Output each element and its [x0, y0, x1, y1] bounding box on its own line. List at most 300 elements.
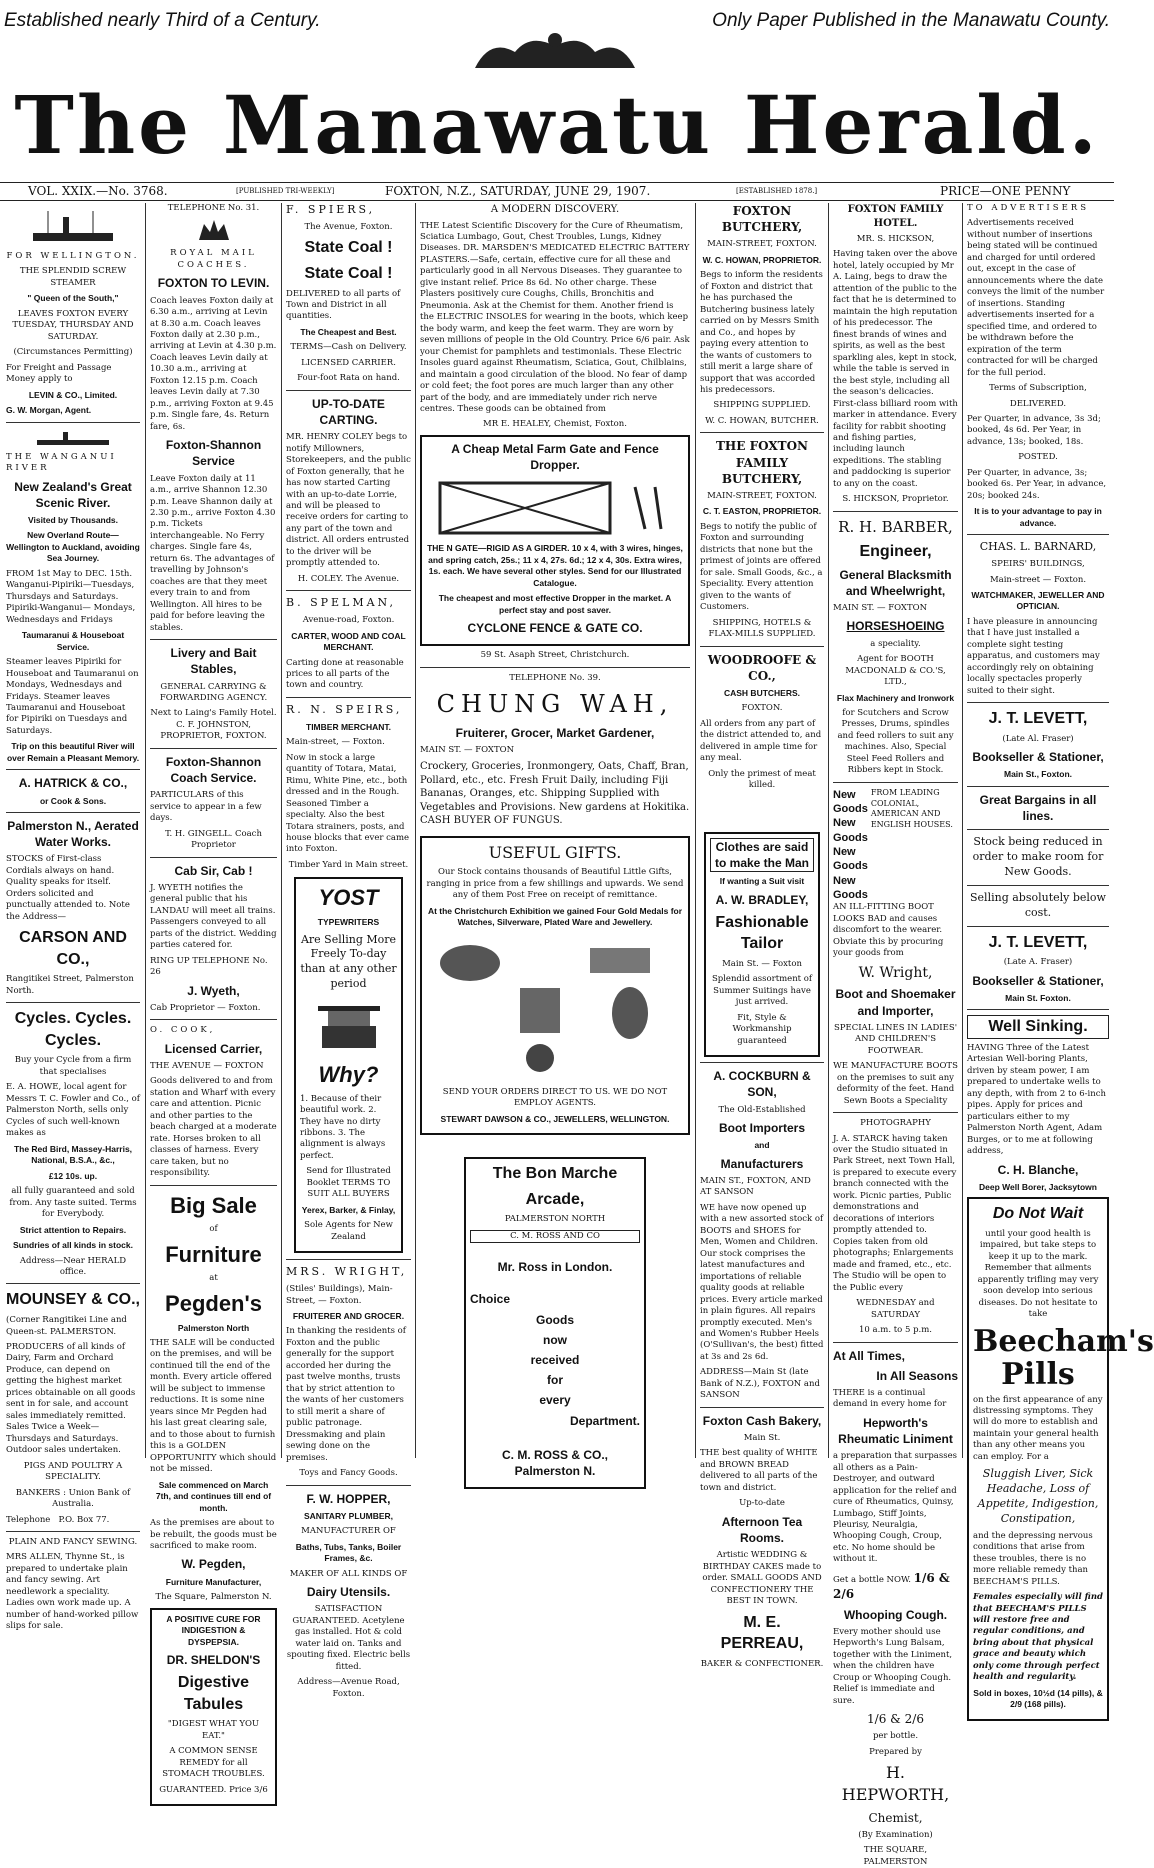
palmerston-north: Palmerston North [177, 1322, 250, 1333]
woodroofe: WOODROOFE & CO., [707, 652, 817, 683]
received: received [530, 1353, 580, 1368]
furniture-heading: Furniture [165, 1241, 262, 1267]
hepworth-text: a preparation that surpasses all others as a Pain-Destroyer, and outward application for the relief and cure of Rheumatics, Quinsy, Lumbago, Stiff Joints, Pleurisy, Neuralgia, Whooping Cough, Croup, etc. No home should be without it. [833, 1451, 957, 1565]
pigs-poultry: PIGS AND POULTRY A SPECIALITY. [23, 1460, 123, 1483]
blanche: C. H. Blanche, [997, 1162, 1079, 1177]
howan-butcher: W. C. HOWAN, BUTCHER. [705, 415, 819, 426]
cycle-price: £12 10s. up. [48, 1170, 98, 1181]
levett-2: J. T. LEVETT, [988, 933, 1088, 951]
typewriter-illustration [314, 996, 384, 1056]
rebuilt-text: As the premises are about to be rebuilt, the goods must be sacrificed to make room. [150, 1518, 277, 1551]
beecham-price: Sold in boxes, 10½d (14 pills), & 2/9 (168 pills). [973, 1687, 1103, 1710]
royal-mail: ROYAL MAIL COACHES. [170, 248, 257, 270]
at-all-times: At All Times, [833, 1348, 906, 1363]
column-3 [286, 203, 411, 1699]
chemist: Chemist, [868, 1810, 923, 1825]
primest-meat: Only the primest of meat killed. [708, 768, 816, 791]
horseshoeing: HORSESHOEING [846, 619, 945, 634]
baths: Baths, Tubs, Tanks, Boiler Frames, &c. [295, 1541, 402, 1564]
starck-text: J. A. STARCK having taken over the Studio situated in Park Street, next Town Hall, is prepared to execute every branch connected with the work. Picnic parties, Public demonstrations and decorations of interiors promptly attended to. Copies taken from old photographs; Enlargements made and framed, etc., etc. The Studio will be open to the Public every [833, 1133, 957, 1293]
column-1 [6, 203, 140, 1632]
wait-text: until your good health is impaired, but take steps to keep it up to the mark. Remember that ailments apparently trifling may very soon develop into serious diseases. Do not hesitate to take [977, 1228, 1099, 1320]
woodroofe-orders: All orders from any part of the district attended to, and delivered in ample time for any meal. [700, 718, 822, 764]
chung-text: Crockery, Groceries, Ironmongery, Oats, Chaff, Bran, Pollard, etc., etc. Fresh Fruit Daily, including Fiji Bananas, Oranges, etc. Shipping Supplied with Vegetables and Provisions. New gardens at Hokitika. CASH BUYER OF FUNGUS. [420, 761, 690, 827]
coley: H. COLEY. The Avenue. [297, 573, 400, 584]
aerated-works-text: STOCKS of First-class Cordials always on hand. Quality speaks for itself. Orders solicited and punctually attended to. Note the Address— [6, 854, 130, 922]
licensed-carrier: Licensed Carrier, [164, 1041, 263, 1056]
yost-agents: Sole Agents for New Zealand [304, 1220, 393, 1242]
useful-gifts: USEFUL GIFTS. [488, 842, 622, 862]
steamer-text: LEAVES FOXTON EVERY TUESDAY, THURSDAY AND SATURDAY. [12, 308, 134, 342]
easton: C. T. EASTON, PROPRIETOR. [702, 506, 822, 517]
studio-hours: 10 a.m. to 5 p.m. [858, 1325, 932, 1336]
mounsey-text: PRODUCERS of all kinds of Dairy, Farm and Orchard Produce, can depend on getting the highest market prices obtainable on all goods sent in for sale, and account sales immediately remitted. Sales Twice a Week—Thursdays and Saturdays. Outdoor sales undertaken. [6, 1341, 136, 1456]
livery-stables: Livery and Bait Stables, [170, 646, 257, 677]
sale-of: of [209, 1224, 218, 1235]
delivered: DELIVERED. [1009, 398, 1067, 409]
tabules-price: Price 3/6 [229, 1784, 268, 1795]
levett-address-2: Main St. Foxton. [1005, 992, 1071, 1003]
family-hotel: FOXTON FAMILY HOTEL. [847, 204, 944, 229]
cyclone-co: CYCLONE FENCE & GATE CO. [467, 621, 643, 636]
well-sinking: Well Sinking. [967, 1015, 1109, 1039]
sanitary-plumber: SANITARY PLUMBER, [303, 1510, 394, 1521]
h-hepworth: H. HEPWORTH, [841, 1763, 950, 1805]
arcade: Arcade, [525, 1190, 585, 1208]
females-text: Females especially will find that BEECHAM'S PILLS will restore free and regular conditions, and bring about that physical grace and beauty which only come through perfect health and regularity. [973, 1592, 1103, 1683]
cycles-heading: Cycles. Cycles. Cycles. [14, 1010, 132, 1049]
state-coal-2: State Coal ! [304, 264, 393, 282]
speciality: a speciality. [870, 638, 921, 649]
bakery-text: THE best quality of WHITE and BROWN BREAD delivered to all parts of the town and district. [700, 1448, 818, 1493]
manufacture-boots: WE MANUFACTURE BOOTS on the premises to suit any deformity of the feet. Hand Sewn Boots a Speciality [833, 1061, 958, 1106]
photography: PHOTOGRAPHY [860, 1118, 931, 1129]
visit-text: If wanting a Suit visit [719, 876, 805, 887]
typewriters: TYPEWRITERS [317, 917, 380, 928]
liniment-price: 1/6 & 2/6 [833, 1570, 950, 1602]
carson-address: Rangitikei Street, Palmerston North. [6, 974, 134, 996]
fit-style: Fit, Style & Workmanship guaranteed [732, 1012, 792, 1046]
telephone-31: TELEPHONE No. 31. [167, 203, 260, 213]
column-rule [281, 203, 282, 1458]
per-bottle: per bottle. [872, 1731, 919, 1742]
hopper-address: Address—Avenue Road, Foxton. [297, 1677, 400, 1699]
prepared-by: Prepared by [869, 1746, 922, 1757]
steamer-name: " Queen of the South," [27, 293, 119, 304]
river-steamer-illustration [33, 428, 113, 448]
toys: Toys and Fancy Goods. [299, 1468, 398, 1479]
manufacturers: Manufacturers [720, 1156, 804, 1171]
sale-at: at [209, 1273, 218, 1284]
shipping-supplied: SHIPPING SUPPLIED. [713, 400, 811, 411]
hatrick-sub: or Cook & Sons. [39, 795, 107, 806]
why-heading: Why? [318, 1061, 379, 1087]
wright-fruiterer: FRUITERER AND GROCER. [292, 1311, 405, 1321]
posted: POSTED. [1018, 452, 1058, 463]
sale-commenced: Sale commenced on March 7th, and continues till end of month. [155, 1479, 272, 1513]
bradley-name: A. W. BRADLEY, [715, 892, 809, 907]
column-2 [150, 203, 277, 1795]
yost-selling: Are Selling More Freely To-day than at any other period [300, 932, 397, 991]
butchery-sub: MAIN-STREET, FOXTON. [707, 239, 817, 250]
cycle-terms: all fully guaranteed and sold from. Any taste suited. Terms for Everybody. [9, 1186, 137, 1220]
new-goods-block [833, 788, 958, 902]
stock-reduced: Stock being reduced in order to make room for New Goods. [972, 835, 1104, 878]
licensed-carrier-3: LICENSED CARRIER. [301, 357, 396, 368]
discovery-text: THE Latest Scientific Discovery for the Cure of Rheumatism, Sciatica Lumbago, Gout, Chest Troubles, Lungs, Kidney Diseases. DR. MARSDEN'S MEDICATED ELECTRIC BATTERY PLASTERS.—Safe, certain, effective cure for all these and particularly good in all Nervous Diseases. They guarantee to give instant relief. Price 8s 6d. No other charge. These Plasters positively cure Coughs, Chills, Bronchitis and Pneumonia. Ask at the Chemist for them. Another friend is the ELECTRIC INSOLES for wearing in the boots, which keep the body warm, and keep the feet warm. They are worn by seven millions of people in the Old Country. Price 6/6 pair. Ask your Chemist for pamphlets and testimonials. These Electric Insoles guard against Rheumatism, Sciatica, Gout, Chilblains, and maintain a good circulation of the blood. No fear of damp or cold feet; the foot pores are much larger than any other part of the body, and are immediately under rich nerve centres. These goods can be obtained from [420, 220, 690, 414]
barnard-name: CHAS. L. BARNARD, [979, 540, 1097, 554]
spelman-line: CARTER, WOOD AND COAL MERCHANT. [291, 630, 406, 653]
posted-rates: Per Quarter, in advance, 3s; booked 6s. Per Year, in advance, 20s; booked 24s. [967, 467, 1107, 501]
taumaranui-text: Steamer leaves Pipiriki for Houseboat and Taumaranui on Mondays, Wednesdays and Fridays. Steamer leaves Taumaranui and Houseboat for Pipiriki on Tuesdays and Saturdays. [6, 657, 139, 736]
timber-yard: Timber Yard in Main street. [288, 859, 409, 870]
barber-address: MAIN ST. — FOXTON [833, 603, 928, 613]
to-advertisers: TO ADVERTISERS [967, 203, 1090, 213]
masthead-title: The Manawatu Herald. [14, 78, 1100, 172]
beecham-ad [967, 1197, 1154, 1721]
hotel-text: Having taken over the above hotel, lately occupied by Mr A. Laing, begs to draw the attention of the public to the fact that he is determined to maintain the high reputation of his predecessor. The finest brands of wines and spirits, as well as the best sparkling ales, kept in stock, while the table is served in the best style, including all the season's delicacies. First-class billiard room with marker in attendance. Every facility for rabbit shooting and fishing parties, including launch expeditions. The stabling and paddocking is superior to any on the coast. [833, 249, 958, 489]
now: now [543, 1332, 567, 1347]
new-goods-3: New Goods [833, 846, 868, 873]
cyclone-address: 59 St. Asaph Street, Christchurch. [480, 650, 630, 661]
repairs: Strict attention to Repairs. [19, 1224, 127, 1235]
sheldon-ad [150, 1608, 277, 1807]
pay-in-advance: It is to your advantage to pay in advance. [974, 506, 1102, 528]
tea-rooms: Afternoon Tea Rooms. [721, 1514, 803, 1545]
positive-cure: A POSITIVE CURE FOR INDIGESTION & DYSPEPSIA. [166, 1613, 261, 1647]
leading-houses: FROM LEADING COLONIAL, AMERICAN AND ENGLISH HOUSES. [870, 787, 953, 830]
digest-slogan: "DIGEST WHAT YOU EAT." [167, 1719, 260, 1741]
hopper-text: SATISFACTION GUARANTEED. Acetylene gas installed. Hot & cold water laid on. Tanks and spouting fixed. Electric bells fitted. [286, 1604, 411, 1672]
for-word: for [547, 1373, 563, 1388]
volume-number: VOL. XXIX.—No. 3768. [28, 184, 168, 198]
price: PRICE—ONE PENNY [940, 184, 1071, 198]
stewart-dawson: STEWART DAWSON & CO., [440, 1113, 552, 1124]
below-cost: Selling absolutely below cost. [970, 890, 1106, 919]
bootmaker: Boot and Shoemaker and Importer, [835, 987, 956, 1018]
gingell: T. H. GINGELL. Coach Proprietor [165, 828, 262, 851]
mounsey-name: MOUNSEY & CO., [6, 1291, 140, 1309]
healey: MR E. HEALEY, Chemist, Foxton. [483, 419, 627, 430]
howan-proprietor: W. C. HOWAN, PROPRIETOR. [702, 254, 822, 265]
rule-top [0, 182, 1114, 183]
ring-up: RING UP TELEPHONE No. 26 [150, 955, 268, 978]
column-rule [695, 203, 696, 1458]
advertisers-text: Advertisements received without number of insertions being stated will be continued and charged for until ordered out, except in the case of announcements where the date conveys the limit of the number of insertions. Standing advertisements inserted for a specified time, and ordered to be withdrawn before the expiration of the term contracted for will be charged for the full period. [967, 218, 1105, 378]
wyeth-sub: Cab Proprietor — Foxton. [150, 1002, 261, 1013]
coach-particulars: PARTICULARS of this service to appear in a few days. [150, 790, 262, 824]
cycle-makes: The Red Bird, Massey-Harris, National, B.S.A., &c., [13, 1143, 133, 1166]
cockburn-address: MAIN ST., FOXTON, AND AT SANSON [700, 1175, 811, 1198]
by-examination: (By Examination) [858, 1829, 933, 1840]
trip-memory: Trip on this beautiful River will over Remain a Pleasant Memory. [6, 741, 140, 763]
spelman-text: Carting done at reasonable prices to all parts of the town and country. [286, 657, 404, 691]
sewing-heading: PLAIN AND FANCY SEWING. [8, 1537, 138, 1547]
hatrick-name: A. HATRICK & CO., [18, 776, 128, 791]
timber-sub: Main-street, — Foxton. [286, 737, 385, 748]
foxton-shannon-service: Foxton-Shannon Service [165, 438, 262, 469]
remedy-text: A COMMON SENSE REMEDY for all STOMACH TROUBLES. [162, 1746, 265, 1780]
crest-ornament [470, 28, 640, 72]
new-goods-2: New Goods [833, 817, 868, 844]
all-seasons: In All Seasons [876, 1368, 958, 1383]
and-word: and [754, 1140, 770, 1151]
tagline-left: Established nearly Third of a Century. [4, 10, 321, 31]
shannon-text: Leave Foxton daily at 11 a.m., arrive Shannon 12.30 p.m. Leave Shannon daily at 2.30 p.m., arrive Foxton 4.30 p.m. Tickets interchangeable. No Ferry charges. Single fare 4s, return 6s. The advantages of travelling by Johnson's coaches are that they meet every train to and from Wellington. All hires to be paid for before leaving the stables. [150, 473, 276, 633]
balsam-price: 1/6 & 2/6 [867, 1712, 924, 1727]
useful-text: Our Stock contains thousands of Beautiful Little Gifts, ranging in price from a few shillings and upwards. We send any of them Post Free on receipt of remittance. [426, 867, 684, 901]
state-coal-1: State Coal ! [304, 239, 393, 257]
booth-agent: Agent for BOOTH MACDONALD & CO.'S, LTD., [845, 654, 946, 688]
bankers: BANKERS : Union Bank of Australia. [15, 1487, 131, 1510]
butchery-text: Begs to inform the residents of Foxton and district that he has purchased the Butchering business lately carried on by Messrs Smith and Co., and hopes by paying every attention to the wants of customers to still merit a large share of support that was accorded his predecessors. [700, 270, 823, 395]
bookseller-1: Bookseller & Stationer, [972, 750, 1104, 765]
woodroofe-foxton: FOXTON. [741, 703, 783, 714]
chung-wah: CHUNG WAH, [436, 690, 674, 719]
speirs-name: R. N. SPEIRS, [286, 702, 403, 716]
steamer-heading: FOR WELLINGTON. [6, 251, 140, 261]
cockburn-text: WE have now opened up with a new assorted stock of BOOTS and SHOES for Men, Women and Children. Our stock comprises the latest manufactures and importations of reliable quality goods at reliable prices. Every article marked in plain figures. All repairs promptly executed. Men's and Women's Rubber Heels (O'Sullivan's, the best) fitted at 3s and 2s 6d. [700, 1202, 824, 1362]
hotels-supplied: SHIPPING, HOTELS & FLAX-MILLS SUPPLIED. [708, 617, 816, 640]
aerated-works-title: Palmerston N., Aerated Water Works. [7, 818, 139, 850]
terms-subscription: Terms of Subscription, [989, 383, 1087, 394]
royal-crest-icon [196, 218, 232, 244]
furniture-manufacturer: Furniture Manufacturer, [165, 1576, 262, 1587]
carting-text: MR. HENRY COLEY begs to notify Millowners, Storekeepers, and the public of Foxton generally, that he has now started Carting with an up-to-date Lorrie, and will be pleased to receive orders for carting to any part of the town and district. All orders entrusted to the driver will be promptly attended to. [286, 432, 411, 569]
ross-london: Mr. Ross in London. [497, 1260, 613, 1275]
foxton-levin: FOXTON TO LEVIN. [157, 276, 270, 291]
freight-text: For Freight and Passage Money apply to [6, 362, 112, 385]
bon-marche-ad [464, 1157, 646, 1489]
levett-1: J. T. LEVETT, [988, 710, 1088, 728]
hepworth-liniment: Hepworth's Rheumatic Liniment [838, 1415, 953, 1447]
ailment-list: Sluggish Liver, Sick Headache, Loss of Appetite, Indigestion, Constipation, [977, 1467, 1099, 1525]
mounsey-address: (Corner Rangitikei Line and Queen-st. PALMERSTON. [6, 1315, 127, 1337]
watchmaker: WATCHMAKER, JEWELLER AND OPTICIAN. [971, 589, 1105, 612]
gate-illustration [435, 477, 675, 539]
boot-importers: Boot Importers [718, 1121, 805, 1136]
coal-terms: TERMS—Cash on Delivery. [290, 342, 407, 353]
engineer: Engineer, [859, 543, 932, 561]
fashionable-tailor: Fashionable Tailor [715, 913, 809, 953]
carrier-sub: THE AVENUE — FOXTON [150, 1060, 264, 1071]
new-goods-4: New Goods [833, 874, 868, 901]
big-sale: Big Sale [170, 1192, 257, 1218]
hickson: MR. S. HICKSON, [856, 234, 935, 244]
studio-days: WEDNESDAY and SATURDAY [856, 1298, 935, 1320]
column-5 [700, 203, 824, 1669]
delivered-rates: Per Quarter, in advance, 3s 3d; booked, 4s 6d. Per Year, in advance, 13s; booked, 18s. [967, 413, 1101, 447]
spelman-name: B. SPELMAN, [286, 596, 396, 610]
sundries: Sundries of all kinds in stock. [13, 1240, 133, 1251]
w-wright: W. Wright, [858, 964, 933, 981]
chung-main-st: MAIN ST. — FOXTON [420, 744, 515, 755]
digestive-tabules: Digestive Tabules [177, 1674, 250, 1713]
choice: Choice [470, 1292, 511, 1307]
family-butchery: THE FOXTON FAMILY BUTCHERY, [715, 439, 808, 486]
overland-route: New Overland Route—Wellington to Auckland, avoiding Sea Journey. [6, 530, 140, 564]
flax-machinery: Flax Machinery and Ironwork [836, 692, 955, 703]
department: Department. [569, 1413, 640, 1428]
established-note: [ESTABLISHED 1878.] [736, 187, 818, 195]
stewart-jewellers: JEWELLERS, WELLINGTON. [553, 1113, 670, 1124]
column-rule [145, 203, 146, 1458]
gate-text: THE N GATE—RIGID AS A GIRDER. 10 x 4, with 3 wires, hinges, and spring catch, 25s.; 11 x 4, 27s. 6d.; 12 x 4, 30s. Extra wires, 1s. each. We have several other styles. Send for our Illustrated Catalogue. [427, 543, 683, 588]
w-pegden: W. Pegden, [181, 1557, 246, 1572]
jewellery-illustration [430, 933, 680, 1083]
sewing-text: MRS ALLEN, Thynne St., is prepared to undertake plain and fancy sewing. Art needlework a speciality. Ladies own work made up. A number of hand-worked pillow slips for sale. [6, 1552, 139, 1632]
river-heading: THE WANGANUI RIVER [6, 451, 117, 474]
steamer-sub: THE SPLENDID SCREW STEAMER [19, 266, 127, 288]
dairy-utensils: Dairy Utensils. [306, 1585, 391, 1600]
bon-marche: The Bon Marche [492, 1165, 618, 1183]
booklet-text: Send for Illustrated Booklet TERMS TO SUIT ALL BUYERS [306, 1166, 391, 1200]
tagline-right: Only Paper Published in the Manawatu County. [712, 10, 1110, 31]
cm-ross: C. M. ROSS AND CO [470, 1230, 640, 1243]
rata: Four-foot Rata on hand. [297, 373, 400, 384]
dropper-text: The cheapest and most effective Dropper in the market. A perfect stay and post saver. [438, 593, 672, 615]
morgan-agent: G. W. Morgan, Agent. [6, 405, 92, 416]
published-note: [PUBLISHED TRI-WEEKLY] [236, 187, 335, 195]
spiers-sub: The Avenue, Foxton. [304, 221, 393, 232]
carrier-text: Goods delivered to and from station and Wharf with every care and attention. Picnic and other parties to the beach charged at a moderate rate. Horses broken to all classes of harness. Every care taken, but no responsibility. [150, 1076, 277, 1179]
taumaranui-heading: Taumaranui & Houseboat Service. [21, 630, 125, 652]
dr-sheldons: DR. SHELDON'S [166, 1652, 261, 1667]
steamer-illustration [28, 207, 118, 247]
coal-delivery: DELIVERED to all parts of Town and District in all quantities. [286, 288, 401, 322]
timber-merchant: TIMBER MERCHANT. [306, 721, 391, 732]
bradley-address: Main St. — Foxton [722, 958, 802, 969]
discovery-heading: A MODERN DISCOVERY. [490, 204, 620, 215]
goods: Goods [536, 1312, 574, 1327]
yost-ad [294, 877, 403, 1253]
blacksmith: General Blacksmith and Wheelwright, [839, 567, 952, 598]
column-rule [962, 203, 963, 1458]
every: every [539, 1393, 571, 1408]
whooping-text: Every mother should use Hepworth's Lung Balsam, together with the Liniment, when the children have Croup or Whooping Cough. Relief is immediate and sure. [833, 1627, 953, 1706]
mrs-wright: MRS. WRIGHT, [286, 1265, 408, 1279]
spelman-sub: Avenue-road, Foxton. [302, 615, 395, 626]
timber-text: Now in stock a large quantity of Totara, Matai, Rimu, White Pine, etc., both dressed and in the Rough. Seasoned Timber a specialty. Also the best Totara strainers, posts, and house blocks that ever came into Foxton. [286, 752, 410, 855]
special-lines: SPECIAL LINES IN LADIES' AND CHILDREN'S FOOTWEAR. [833, 1022, 958, 1056]
column-6 [833, 203, 958, 1867]
sale-text: THE SALE will be conducted on the premises, and will be continued till the end of the month. Every article offered will be subject to immense reductions. It is some nine years since Mr Pegden had his last great clearing sale, and to those about to furnish this is a GOLDEN OPPORTUNITY which should not be missed. [150, 1338, 277, 1475]
manufacturer-of: MANUFACTURER OF [301, 1526, 396, 1537]
cab-heading: Cab Sir, Cab ! [174, 863, 253, 878]
beechams-pills: Beecham's Pills [973, 1323, 1154, 1392]
visited: Visited by Thousands. [27, 514, 119, 525]
ill-fitting: AN ILL-FITTING BOOT LOOKS BAD and causes discomfort to the wearer. Obviate this by procuring your goods from [833, 902, 944, 959]
wyeth-name: J. Wyeth, [187, 983, 240, 998]
bakery-sub: Main St. [743, 1433, 781, 1443]
livery-sub: GENERAL CARRYING & FORWARDING AGENCY. [159, 681, 268, 703]
whooping-cough: Whooping Cough. [843, 1607, 948, 1622]
levett-address-1: Main St., Foxton. [1004, 769, 1072, 780]
bookseller-2: Bookseller & Stationer, [972, 973, 1104, 988]
well-borer: Deep Well Borer, Jacksytown [979, 1181, 1097, 1192]
up-to-date: Up-to-date [739, 1498, 785, 1509]
stewart-orders: SEND YOUR ORDERS DIRECT TO US. WE DO NOT EMPLOY AGENTS. [442, 1086, 668, 1109]
clothes-make-man: Clothes are said to make the Man [710, 838, 814, 872]
cash-bakery: Foxton Cash Bakery, [702, 1413, 822, 1428]
gate-ad [420, 435, 690, 646]
exhibition-text: At the Christchurch Exhibition we gained Four Gold Medals for Watches, Silverware, Plated Ware and Jewellery. [427, 905, 683, 928]
old-established: The Old-Established [718, 1104, 806, 1115]
cockburn-name: A. COCKBURN & SON, [713, 1069, 811, 1100]
late-fraser-1: (Late Al. Fraser) [1002, 733, 1074, 744]
route-text: FROM 1st May to DEC. 15th. Wanganui-Pipiriki—Tuesdays, Thursdays and Saturdays. Pipiriki-Wanganui— Mondays, Wednesdays and Fridays [6, 568, 136, 625]
why-text: 1. Because of their beautiful work. 2. They have no dirty ribbons. 3. The alignment is always perfect. [300, 1093, 386, 1161]
column-4 [420, 203, 690, 1478]
family-sub: MAIN-STREET, FOXTON. [707, 490, 817, 501]
carson-name: CARSON AND CO., [19, 929, 127, 968]
gate-heading: A Cheap Metal Farm Gate and Fence Dropper. [451, 441, 659, 473]
pegden-address: The Square, Palmerston N. [155, 1592, 272, 1603]
yost-title: YOST [318, 885, 379, 911]
get-bottle: Get a bottle NOW. [833, 1574, 911, 1585]
column-7 [967, 203, 1154, 1710]
river-title: New Zealand's Great Scenic River. [14, 479, 132, 510]
levin-co: LEVIN & CO., Limited. [28, 389, 118, 400]
pegdens: Pegden's [165, 1290, 262, 1316]
cycle-address: Address—Near HERALD office. [19, 1255, 127, 1277]
shannon-coach-service: Foxton-Shannon Coach Service. [165, 754, 262, 786]
howe-text: E. A. HOWE, local agent for Messrs T. C. Fowler and Co., of Palmerston North, sells only Cycles of such well-known makes as [6, 1082, 140, 1139]
livery-text: Next to Laing's Family Hotel. C. F. JOHNSTON, PROPRIETOR, FOXTON. [150, 708, 277, 742]
carting-heading: UP-TO-DATE CARTING. [312, 396, 385, 427]
cm-ross-palmerston: C. M. ROSS & CO., Palmerston N. [501, 1447, 608, 1478]
perreau: M. E. PERREAU, [720, 1613, 804, 1653]
cab-text: J. WYETH notifies the general public that his LANDAU will meet all trains. Passengers conveyed to all parts of the district. Wedding parties catered for. [150, 882, 277, 951]
cook-name: O. COOK, [150, 1025, 216, 1036]
flax-text: for Scutchers and Scrow Presses, Drums, spindles and feed rollers to suit any machines. Also, Special Steel Feed Rollers and Ribbers kept in Stock. [837, 708, 954, 776]
yerex: Yerex, Barker, & Finlay, [301, 1204, 396, 1215]
cockburn-address-2: ADDRESS—Main St (late Bank of N.Z.), FOXTON and SANSON [700, 1367, 820, 1401]
maker-of: MAKER OF ALL KINDS OF [289, 1568, 408, 1579]
cakes-text: Artistic WEDDING & BIRTHDAY CAKES made to order. SMALL GOODS AND CONFECTIONERY THE BEST IN TOWN. [702, 1550, 822, 1607]
do-not-wait: Do Not Wait [992, 1205, 1084, 1223]
cycles-text: Buy your Cycle from a firm that specialises [14, 1055, 132, 1077]
late-fraser-2: (Late A. Fraser) [1003, 957, 1073, 968]
stewart-dawson-ad [420, 836, 690, 1135]
new-goods-1: New Goods [833, 788, 868, 816]
summer-suitings: Splendid assortment of Summer Suitings have just arrived. [711, 974, 813, 1008]
rule-bottom [0, 200, 1114, 201]
dateline [0, 184, 1114, 200]
speirs-buildings: SPEIRS' BUILDINGS, [991, 559, 1085, 570]
watchmaker-text: I have pleasure in announcing that I have just installed a complete sight testing apparatus, and customers may accordingly rely on obtaining locally spectacles properly suited to their sight. [967, 616, 1100, 696]
wright-text: In thanking the residents of Foxton and the public generally for the support accorded her during the past twelve months, trusts that by strict attention to the wants of her customers to still merit a share of public patronage. Dressmaking and plain sewing done on the premises. [286, 1326, 406, 1463]
beecham-text-2: and the depressing nervous conditions that arise from these troubles, there is no more reliable remedy than BEECHAM'S PILLS. [973, 1530, 1093, 1587]
barnard-address: Main-street — Foxton. [989, 574, 1087, 585]
beecham-text: on the first appearance of any distressing symptoms. They will do more to establish and maintain your general health than any other means you can employ. For a [973, 1394, 1103, 1462]
place-date: FOXTON, N.Z., SATURDAY, JUNE 29, 1907. [385, 184, 651, 198]
barber-name: R. H. BARBER, [838, 517, 953, 536]
telephone-39: TELEPHONE No. 39. [509, 672, 601, 683]
family-text: Begs to notify the public of Foxton and surrounding districts that none but the primest of joints are offered for sale. Small Goods, &c., a Speciality. Every attention given to the wants of Customers. [700, 521, 823, 613]
cheapest-best: The Cheapest and Best. [300, 326, 397, 337]
bradley-ad [704, 832, 820, 1058]
column-rule [828, 203, 829, 1458]
po-box: P.O. Box 77. [58, 1514, 110, 1525]
chung-fruiterer: Fruiterer, Grocer, Market Gardener, [455, 725, 655, 740]
wright-sub: (Stiles' Buildings), Main-Street, — Foxton. [286, 1284, 393, 1306]
guaranteed: GUARANTEED. [159, 1784, 227, 1795]
hepworth-address: THE SQUARE, PALMERSTON [863, 1845, 928, 1867]
baker-confectioner: BAKER & CONFECTIONER. [700, 1658, 824, 1669]
spiers-name: F. SPIERS, [286, 203, 376, 216]
foxton-butchery: FOXTON BUTCHERY, [721, 204, 803, 235]
